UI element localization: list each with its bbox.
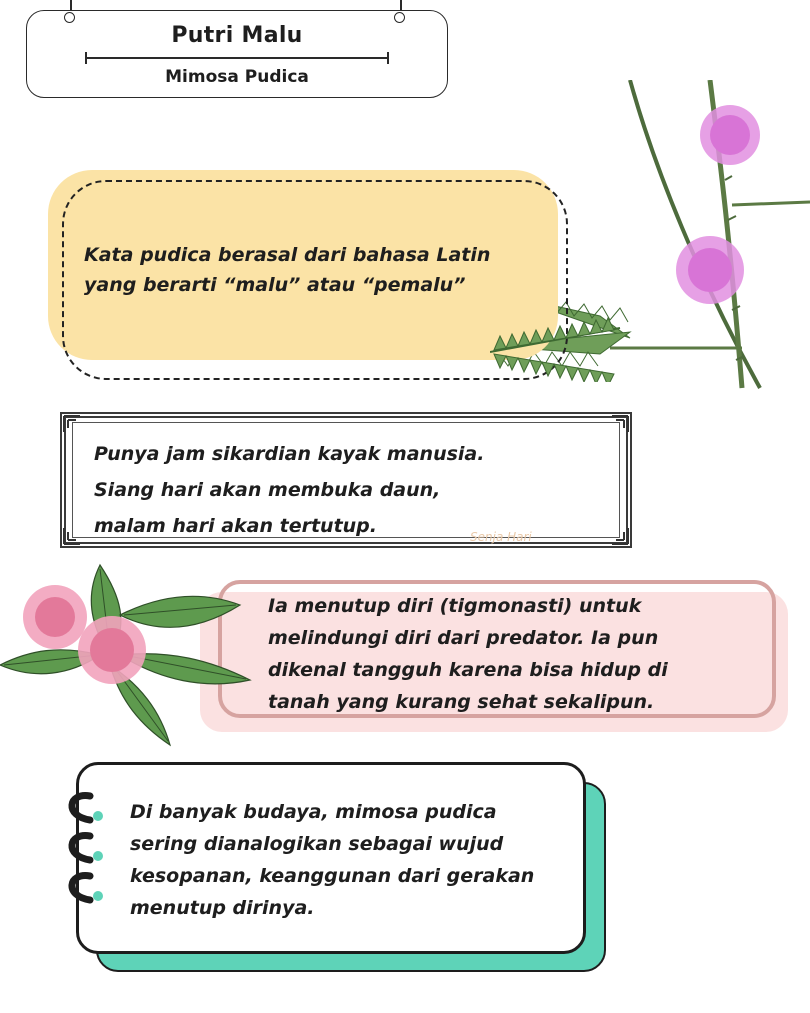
card-2-line-2: Siang hari akan membuka daun, bbox=[94, 479, 441, 501]
pink-flower-1 bbox=[700, 105, 760, 165]
card-2-text bbox=[94, 436, 484, 544]
title-sign bbox=[26, 10, 448, 98]
pink-flower-2 bbox=[676, 236, 744, 304]
corner-ornament-icon bbox=[62, 414, 82, 434]
card-2-line-1: Punya jam sikardian kayak manusia. bbox=[94, 443, 485, 465]
card-3-line-2: melindungi diri dari predator. Ia pun bbox=[268, 627, 659, 649]
card-4-text bbox=[130, 796, 534, 924]
mimosa-flower-illustration bbox=[0, 555, 260, 755]
mimosa-leaf-icon bbox=[490, 292, 630, 382]
hanger-ring-right bbox=[394, 12, 405, 23]
card-1-line-2: yang berarti “malu” atau “pemalu” bbox=[84, 274, 466, 296]
title-divider bbox=[85, 57, 389, 59]
spiral-binding-icon bbox=[56, 786, 112, 916]
card-1-line-1: Kata pudica berasal dari bahasa Latin bbox=[84, 244, 491, 266]
corner-ornament-icon bbox=[610, 414, 630, 434]
page-subtitle: Mimosa Pudica bbox=[165, 67, 309, 87]
watermark-logo: Senja Hari bbox=[470, 530, 532, 544]
card-1-text bbox=[84, 240, 490, 300]
pink-pompom-2 bbox=[78, 616, 146, 684]
pink-pompom-1 bbox=[23, 585, 87, 649]
card-2-line-3: malam hari akan tertutup. bbox=[94, 515, 378, 537]
card-3-line-1: Ia menutup diri (tigmonasti) untuk bbox=[268, 595, 642, 617]
card-4-line-3: kesopanan, keanggunan dari gerakan bbox=[130, 865, 535, 887]
hanger-ring-left bbox=[64, 12, 75, 23]
corner-ornament-icon bbox=[610, 526, 630, 546]
corner-ornament-icon bbox=[62, 526, 82, 546]
card-3-line-4: tanah yang kurang sehat sekalipun. bbox=[268, 691, 655, 713]
card-4-line-4: menutup dirinya. bbox=[130, 897, 315, 919]
card-3-text bbox=[268, 590, 668, 718]
page-title: Putri Malu bbox=[171, 23, 303, 48]
card-4-line-1: Di banyak budaya, mimosa pudica bbox=[130, 801, 497, 823]
card-3-line-3: dikenal tangguh karena bisa hidup di bbox=[268, 659, 668, 681]
card-4-line-2: sering dianalogikan sebagai wujud bbox=[130, 833, 504, 855]
